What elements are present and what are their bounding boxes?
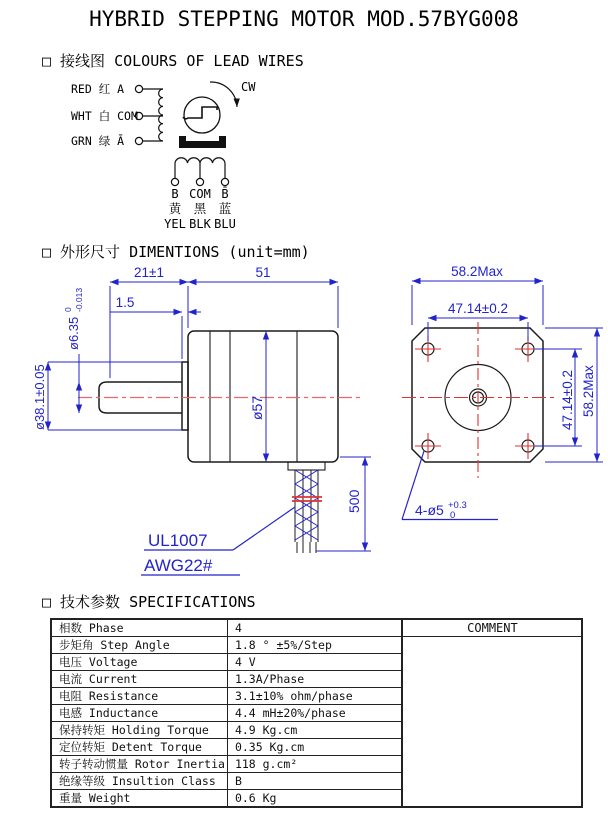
terminal-bbar	[221, 178, 228, 185]
dim-hole-pitch-h: 47.14±0.2	[448, 301, 508, 316]
svg-text:ø6.35: ø6.35	[66, 316, 81, 350]
phase-b-terminal-labels	[164, 187, 236, 231]
comment-header: COMMENT	[402, 619, 582, 637]
cable-neck	[288, 462, 325, 470]
stator-bracket	[179, 136, 226, 148]
spec-name: 电感 Inductance	[51, 705, 227, 722]
phase-b-circuit	[171, 158, 228, 186]
dim-pilot-dia: ø38.1±0.05	[32, 364, 47, 430]
dim-mount-holes	[415, 500, 467, 521]
spec-value: 118 g.cm²	[227, 756, 402, 773]
dim-mount-holes-tol-lo: 0	[450, 510, 456, 521]
spec-value: 3.1±10% ohm/phase	[227, 688, 402, 705]
section-heading-dimensions: □ 外形尺寸 DIMENTIONS (unit=mm)	[42, 243, 310, 261]
spec-name: 重量 Weight	[51, 790, 227, 808]
label-blu: BLU	[214, 217, 236, 231]
spec-row	[51, 619, 582, 637]
spec-name: 定位转矩 Detent Torque	[51, 739, 227, 756]
dim-shaft-length: 21±1	[134, 265, 164, 280]
spec-name: 绝缘等级 Insultion Class	[51, 773, 227, 790]
dim-body-dia: ø57	[249, 395, 265, 420]
spec-value: 1.8 ° ±5%/Step	[227, 637, 402, 654]
spec-name: 电流 Current	[51, 671, 227, 688]
dim-shaft-tol-lo: -0.013	[74, 287, 84, 312]
spec-value: 4 V	[227, 654, 402, 671]
terminal-com-b	[196, 178, 203, 185]
terminal-abar	[135, 137, 142, 144]
spec-value: 0.6 Kg	[227, 790, 402, 808]
wire-spec-line2: AWG22#	[144, 556, 213, 575]
dim-body-length: 51	[255, 265, 271, 280]
label-blue-cn: 蓝	[218, 201, 232, 216]
side-view	[99, 331, 338, 553]
page-title: HYBRID STEPPING MOTOR MOD.57BYG008	[89, 7, 519, 31]
dim-boss-length: 1.5	[115, 295, 135, 310]
cw-arrow	[210, 82, 237, 107]
front-crosshairs	[402, 322, 554, 478]
wire-spec-line1: UL1007	[148, 531, 208, 550]
spec-name: 保持转矩 Holding Torque	[51, 722, 227, 739]
motor-symbol	[183, 97, 220, 133]
cw-label: CW	[241, 80, 256, 94]
phase-b-coil	[175, 158, 225, 163]
rotor-glyph	[183, 107, 217, 119]
lead-label-red: RED 红 A	[71, 82, 125, 96]
label-yellow-cn: 黄	[168, 201, 182, 216]
spec-value: 0.35 Kg.cm	[227, 739, 402, 756]
wiring-diagram	[63, 78, 303, 238]
dim-shaft-tol-hi: 0	[63, 307, 73, 312]
label-black-cn: 黑	[193, 201, 207, 216]
spec-value: 4.9 Kg.cm	[227, 722, 402, 739]
label-com: COM	[189, 187, 211, 201]
spec-value: B	[227, 773, 402, 790]
spec-name: 转子转动惯量 Rotor Inertia	[51, 756, 227, 773]
lead-label-wht: WHT 白 COM	[71, 109, 138, 123]
spec-name: 电压 Voltage	[51, 654, 227, 671]
dim-lead-length: 500	[346, 489, 362, 513]
label-yel: YEL	[164, 217, 186, 231]
phase-a-circuit	[135, 85, 163, 144]
pilot-boss	[182, 362, 188, 430]
section-heading-wiring: □ 接线图 COLOURS OF LEAD WIRES	[42, 52, 304, 70]
dim-shaft-dia	[63, 288, 84, 350]
label-blk: BLK	[189, 217, 211, 231]
spec-name: 相数 Phase	[51, 619, 227, 637]
dim-width-max: 58.2Max	[451, 264, 503, 279]
dimension-drawing	[30, 262, 608, 592]
label-bbar: B̄	[221, 187, 229, 201]
lead-label-grn: GRN 绿 Ā	[71, 134, 125, 148]
comment-cell	[402, 637, 582, 808]
spec-name: 步矩角 Step Angle	[51, 637, 227, 654]
terminal-a	[135, 85, 142, 92]
spec-value: 4	[227, 619, 402, 637]
dim-height-max: 58.2Max	[581, 365, 596, 417]
dim-hole-pitch-v: 47.14±0.2	[560, 370, 575, 430]
dim-mount-holes-tol-hi: +0.3	[448, 500, 467, 511]
cable-hatch	[295, 470, 318, 540]
spec-value: 1.3A/Phase	[227, 671, 402, 688]
phase-a-coil	[159, 89, 163, 141]
spec-row	[51, 637, 582, 654]
section-heading-specs: □ 技术参数 SPECIFICATIONS	[42, 593, 256, 611]
spec-name: 电阻 Resistance	[51, 688, 227, 705]
terminal-b	[171, 178, 178, 185]
specifications-table	[50, 618, 583, 808]
svg-text:4-ø5: 4-ø5	[415, 502, 444, 518]
spec-value: 4.4 mH±20%/phase	[227, 705, 402, 722]
label-b: B	[171, 187, 179, 201]
